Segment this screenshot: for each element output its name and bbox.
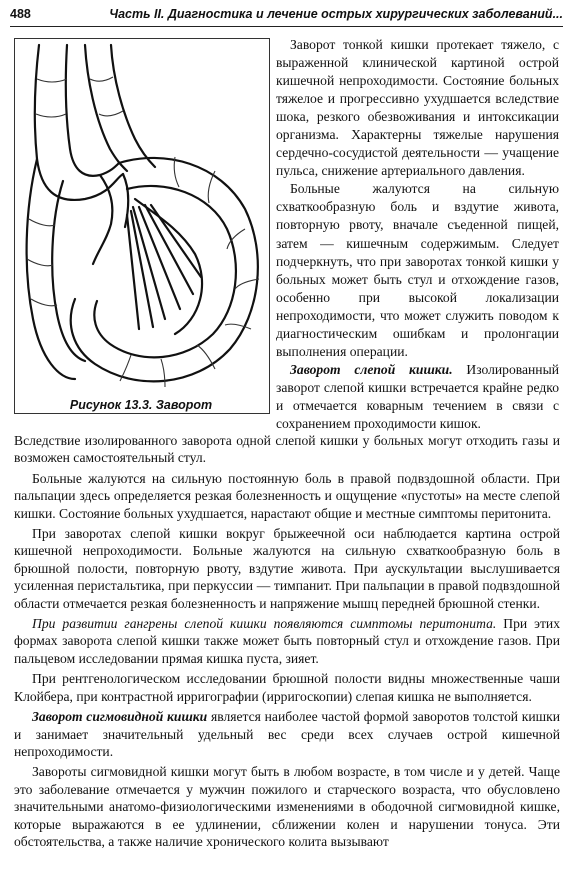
- page-number: 488: [10, 7, 31, 21]
- paragraph: Завороты сигмовидной кишки могут быть в любом возрасте, в том числе и у детей. Чаще это заболевание отмечается у мужчин пожилого и старческого возраста, что обусловлено значительными анатомо-физиологическими изменениями в ободочной сигмовидной кишке, которые выражаются в ее удлинении, сближении колен и нарушении тонуса. Эти обстоятельства, а также наличие хронического колита вызывают: [14, 764, 560, 849]
- intestine-drawing: [15, 39, 269, 413]
- italic-phrase: При развитии гангрены слепой кишки появляются симптомы перитонита.: [32, 616, 497, 632]
- paragraph-text: является наиболее частой формой заворотов толстой кишки и занимает значительный удельный вес среди всех случаев острой кишечной непроходимости.: [14, 709, 560, 759]
- paragraph: Больные жалуются на сильную схваткообразную боль и вздутие живота, повторную рвоту, вначале съеденной пищей, затем — кишечным содержимым. Следует подчеркнуть, что при заворотах тонкой кишки у больных может быть стул и отхождение газов, особенно при высокой локализации непроходимости, что может служить поводом к диагностическим ошибкам и пролонгации выполнения операции.: [276, 181, 559, 359]
- right-text-column: [276, 36, 559, 433]
- paragraph: Заворот тонкой кишки протекает тяжело, с выраженной клинической картиной острой кишечной непроходимости. Состояние больных тяжелое и прогрессивно ухудшается вследствие шока, резкого обезвоживания и интоксикации организма. Характерны тяжелые нарушения сердечно-сосудистой деятельности — учащение пульса, снижение артериального давления.: [276, 37, 559, 179]
- paragraph: При рентгенологическом исследовании брюшной полости видны множественные чаши Клойбера, при контрастной ирригографии (ирригоскопии) слепая кишка не выполняется.: [14, 671, 560, 704]
- paragraph: Вследствие изолированного заворота одной слепой кишки у больных могут отходить газы и возможен самостоятельный стул.: [14, 433, 560, 466]
- subheading: Заворот слепой кишки.: [290, 361, 453, 377]
- paragraph: [14, 708, 560, 760]
- running-title: Часть II. Диагностика и лечение острых хирургических заболеваний...: [109, 7, 563, 21]
- paragraph-text: При этих формах заворота слепой кишки также может быть повторный стул и отхождение газов. При пальцевом исследовании прямая кишка пуста, зияет.: [14, 616, 560, 666]
- page-header: [10, 6, 563, 27]
- full-width-text: [14, 432, 560, 853]
- paragraph: [276, 361, 559, 433]
- paragraph: Больные жалуются на сильную постоянную боль в правой подвздошной области. При пальпации здесь определяется резкая болезненность и ощущение «пустоты» на месте слепой кишки. Состояние больных ухудшается, нарастают общие и местные симптомы перитонита.: [14, 470, 560, 521]
- volvulus-illustration: [14, 38, 270, 414]
- subheading: Заворот сигмовидной кишки: [32, 709, 208, 725]
- paragraph-text: Изолированный заворот слепой кишки встречается крайне редко и отмечается коварным течением в связи с сохранением проходимости кишок.: [276, 361, 559, 431]
- paragraph: [14, 615, 560, 667]
- paragraph: При заворотах слепой кишки вокруг брыжеечной оси наблюдается картина острой кишечной непроходимости. Больные жалуются на сильную схваткообразную боль в брюшной полости, повторную рвоту, вздутие живота. При аускультации выслушивается усиленная перистальтика, при перкуссии — тимпанит. При пальпации в правой подвздошной области отмечается резкая болезненность и напряжение мышц передней брюшной стенки.: [14, 526, 560, 611]
- figure-caption: Рисунок 13.3. Заворот: [69, 398, 213, 412]
